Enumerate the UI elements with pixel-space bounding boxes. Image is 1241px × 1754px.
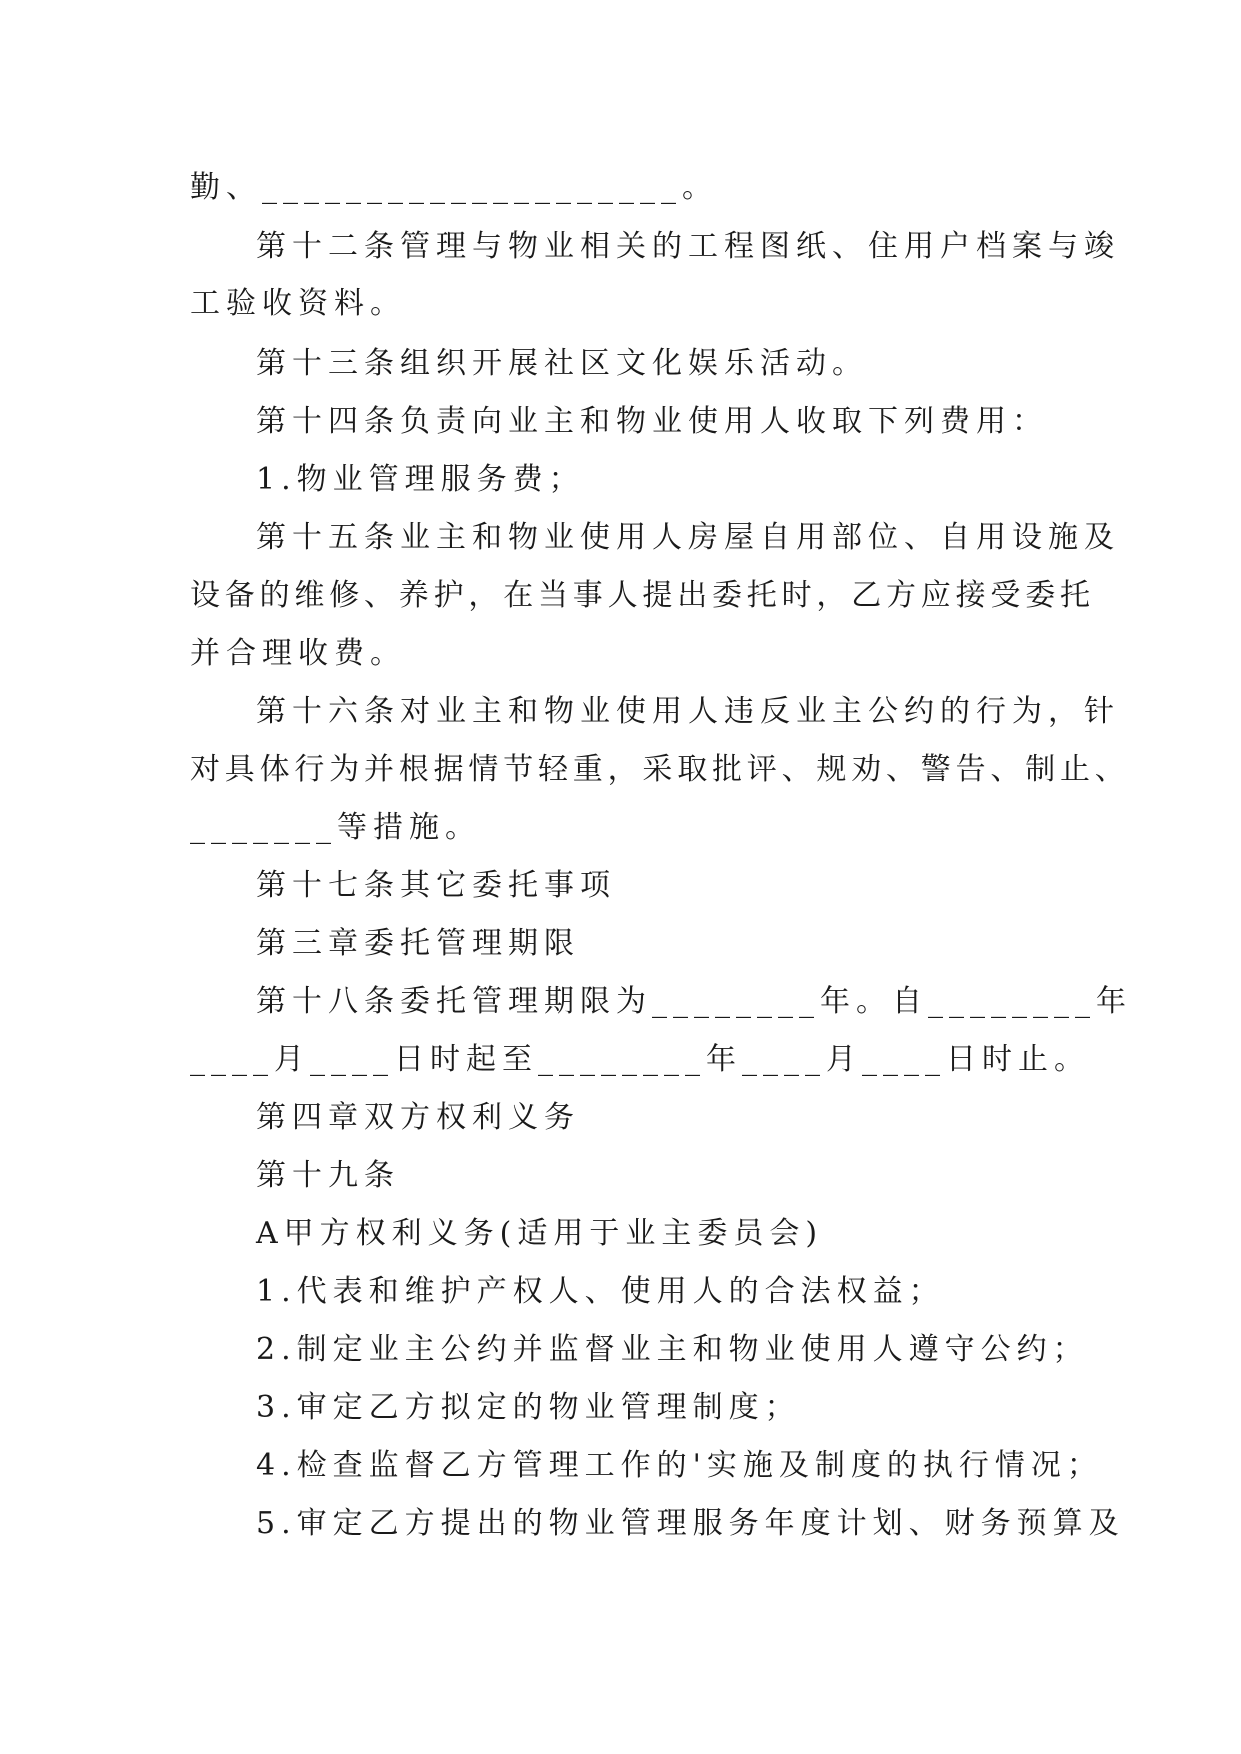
- text-line: 勤、____________________。: [190, 170, 718, 205]
- text-line: 第十五条业主和物业使用人房屋自用部位、自用设施及: [256, 520, 1120, 555]
- text-line: 4.检查监督乙方管理工作的'实施及制度的执行情况；: [256, 1448, 1103, 1483]
- text-line: A甲方权利义务(适用于业主委员会): [256, 1216, 824, 1251]
- text-line: 第十二条管理与物业相关的工程图纸、住用户档案与竣: [256, 229, 1120, 264]
- text-line: 1.代表和维护产权人、使用人的合法权益；: [256, 1274, 945, 1309]
- text-line: 对具体行为并根据情节轻重，采取批评、规劝、警告、制止、: [190, 752, 1130, 787]
- text-line: 第三章委托管理期限: [256, 926, 580, 961]
- text-line: 第十三条组织开展社区文化娱乐活动。: [256, 346, 868, 381]
- text-line: 第十六条对业主和物业使用人违反业主公约的行为，针: [256, 694, 1120, 729]
- text-line: 5.审定乙方提出的物业管理服务年度计划、财务预算及: [256, 1506, 1125, 1541]
- text-line: 第十九条: [256, 1158, 400, 1193]
- text-line: ____月____日时起至________年____月____日时止。: [190, 1042, 1090, 1077]
- text-line: 第十四条负责向业主和物业使用人收取下列费用：: [256, 404, 1048, 439]
- text-line: 1.物业管理服务费；: [256, 462, 585, 497]
- text-line: 第四章双方权利义务: [256, 1100, 580, 1135]
- text-line: _______等措施。: [190, 810, 481, 845]
- text-line: 2.制定业主公约并监督业主和物业使用人遵守公约；: [256, 1332, 1089, 1367]
- text-line: 第十八条委托管理期限为________年。自________年: [256, 984, 1132, 1019]
- text-line: 工验收资料。: [190, 286, 406, 321]
- text-line: 第十七条其它委托事项: [256, 868, 616, 903]
- text-line: 并合理收费。: [190, 636, 406, 671]
- text-line: 设备的维修、养护，在当事人提出委托时，乙方应接受委托: [190, 578, 1095, 613]
- text-line: 3.审定乙方拟定的物业管理制度；: [256, 1390, 801, 1425]
